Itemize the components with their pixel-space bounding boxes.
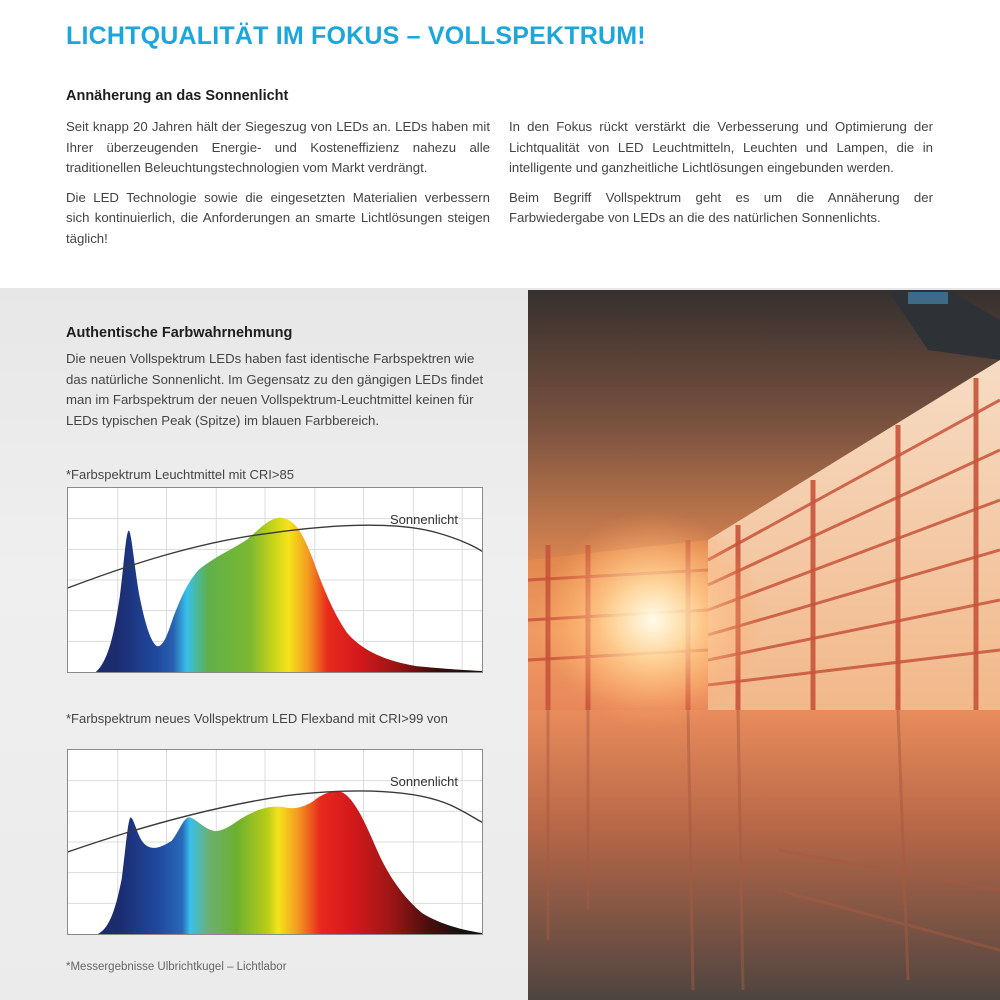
sunlight-label: Sonnenlicht bbox=[390, 774, 458, 789]
led-spectrum-area bbox=[98, 792, 482, 934]
perception-paragraph bbox=[66, 349, 496, 440]
intro-paragraph: Seit knapp 20 Jahren hält der Siegeszug von LEDs an. LEDs haben mit Ihrer überzeugenden Energie- und Kosteneffizienz nahezu alle traditionellen Beleuchtungstechnologien vom Markt verdrängt. bbox=[66, 119, 490, 175]
intro-left-column bbox=[66, 117, 490, 258]
spectrum-chart-cri85 bbox=[67, 487, 483, 673]
footnote: *Messergebnisse Ulbrichtkugel – Lichtlabor bbox=[66, 961, 287, 973]
intro-paragraph: Die LED Technologie sowie die eingesetzten Materialien verbessern sich kontinuierlich, die Anforderungen an smarte Lichtlösungen steigen täglich! bbox=[66, 189, 490, 246]
hall-sunlight-photo bbox=[528, 290, 1000, 1000]
photo-illustration bbox=[528, 290, 1000, 1000]
section-heading-sunlight: Annäherung an das Sonnenlicht bbox=[66, 88, 289, 104]
perception-text: Die neuen Vollspektrum LEDs haben fast identische Farbspektren wie das natürliche Sonnenlicht. Im Gegensatz zu den gängigen LEDs findet man im Farbspektrum der neuen Vollspektrum-Leuchtmittel keinen für LEDs typischen Peak (Spitze) im blauen Farbbereich. bbox=[66, 351, 484, 428]
intro-paragraph: In den Fokus rückt verstärkt die Verbesserung und Optimierung der Lichtqualität von LED Leuchtmitteln, Leuchten und Lampen, die in intelligente und ganzheitliche Lichtlösungen eingebunden werden. bbox=[509, 119, 933, 175]
spectrum-chart-cri99 bbox=[67, 749, 483, 935]
sunlight-label: Sonnenlicht bbox=[390, 512, 458, 527]
intro-paragraph: Beim Begriff Vollspektrum geht es um die Annäherung der Farbwiedergabe von LEDs an die des natürlichen Sonnenlichts. bbox=[509, 189, 933, 225]
page-title: LICHTQUALITÄT IM FOKUS – VOLLSPEKTRUM! bbox=[66, 22, 646, 50]
section-heading-perception: Authentische Farbwahrnehmung bbox=[66, 325, 293, 341]
chart-1-caption: *Farbspektrum Leuchtmittel mit CRI>85 bbox=[66, 467, 294, 482]
intro-right-column bbox=[509, 117, 933, 238]
chart-2-caption: *Farbspektrum neues Vollspektrum LED Flexband mit CRI>99 von bbox=[66, 711, 448, 726]
led-spectrum-area bbox=[96, 518, 482, 672]
